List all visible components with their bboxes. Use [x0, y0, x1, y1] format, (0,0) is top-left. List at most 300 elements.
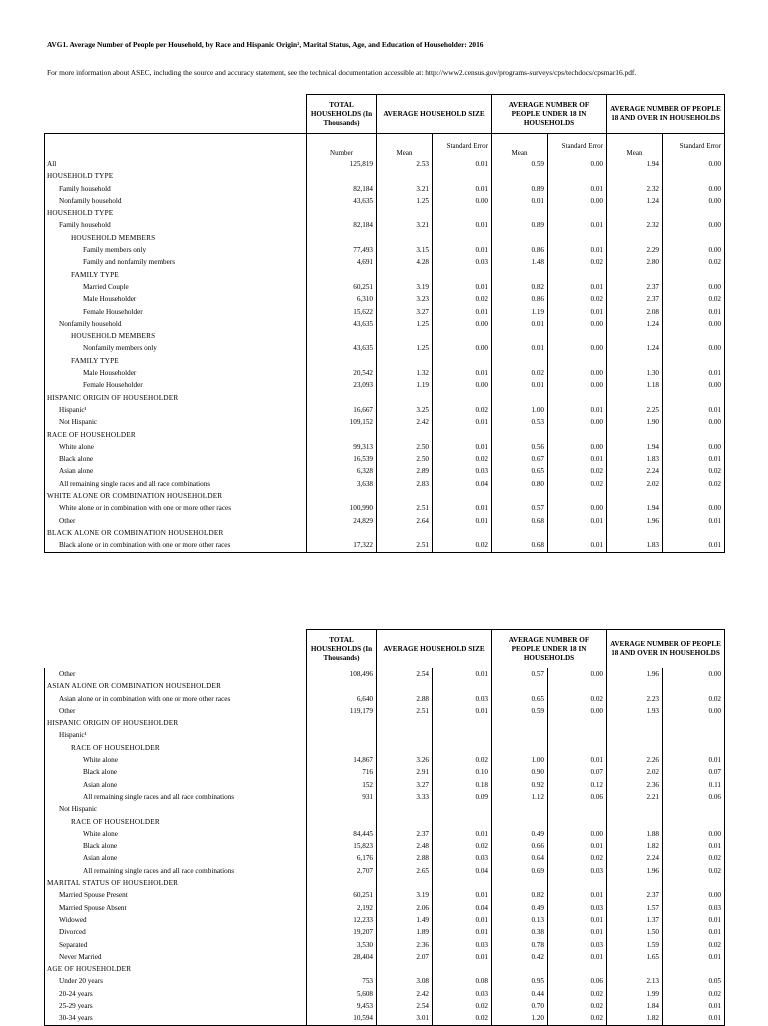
row-label: All — [45, 158, 307, 170]
se-cell: 0.01 — [663, 1000, 725, 1012]
mean-cell: 0.66 — [492, 840, 548, 852]
row-label: Divorced — [45, 926, 307, 938]
mean-cell — [377, 232, 433, 244]
section-row — [45, 232, 725, 244]
table-row — [45, 404, 725, 416]
mean-cell: 1.59 — [607, 939, 663, 951]
number-cell — [307, 355, 377, 367]
table-row — [45, 852, 725, 864]
mean-cell — [377, 527, 433, 539]
row-label: 25-29 years — [45, 1000, 307, 1012]
number-cell: 60,251 — [307, 281, 377, 293]
se-cell — [433, 717, 492, 729]
se-cell: 0.12 — [548, 779, 607, 791]
table-row — [45, 379, 725, 391]
table-row — [45, 539, 725, 552]
row-label: Not Hispanic — [45, 803, 307, 815]
row-label: White alone — [45, 441, 307, 453]
section-row — [45, 392, 725, 404]
se-cell — [548, 355, 607, 367]
mean-cell — [492, 963, 548, 975]
se-cell: 0.03 — [548, 902, 607, 914]
mean-cell — [492, 680, 548, 692]
se-cell: 0.01 — [433, 889, 492, 901]
se-cell — [663, 392, 725, 404]
section-row — [45, 490, 725, 502]
table-row — [45, 195, 725, 207]
section-row — [45, 877, 725, 889]
mean-cell: 1.89 — [377, 926, 433, 938]
table-row — [45, 975, 725, 987]
mean-cell: 0.53 — [492, 416, 548, 428]
mean-cell — [377, 490, 433, 502]
se-cell: 0.01 — [663, 914, 725, 926]
row-label: Nonfamily members only — [45, 342, 307, 354]
header-average-household-size: AVERAGE HOUSEHOLD SIZE — [377, 630, 492, 669]
number-cell — [307, 269, 377, 281]
mean-cell: 3.27 — [377, 306, 433, 318]
number-cell — [307, 803, 377, 815]
row-label: Nonfamily household — [45, 195, 307, 207]
se-cell: 0.02 — [433, 539, 492, 552]
mean-cell: 1.88 — [607, 828, 663, 840]
table-1-body — [45, 158, 725, 552]
mean-cell — [607, 729, 663, 741]
number-cell: 16,539 — [307, 453, 377, 465]
se-cell: 0.00 — [663, 318, 725, 330]
se-cell: 0.00 — [548, 318, 607, 330]
header-people-18-and-over: AVERAGE NUMBER OF PEOPLE 18 AND OVER IN HOUSEHOLDS — [607, 95, 725, 134]
number-cell: 6,328 — [307, 465, 377, 477]
row-label: Black alone — [45, 840, 307, 852]
se-cell: 0.01 — [548, 539, 607, 552]
mean-cell: 2.24 — [607, 465, 663, 477]
section-row — [45, 330, 725, 342]
row-label: Male Householder — [45, 293, 307, 305]
mean-cell — [607, 717, 663, 729]
se-cell: 0.01 — [433, 306, 492, 318]
row-label: Asian alone — [45, 465, 307, 477]
se-cell — [663, 170, 725, 182]
mean-cell — [492, 816, 548, 828]
se-cell: 0.02 — [663, 939, 725, 951]
mean-cell — [377, 429, 433, 441]
section-heading: HISPANIC ORIGIN OF HOUSEHOLDER — [45, 717, 307, 729]
number-cell: 20,542 — [307, 367, 377, 379]
table-row — [45, 939, 725, 951]
row-label: Family members only — [45, 244, 307, 256]
number-cell — [307, 527, 377, 539]
number-cell — [307, 429, 377, 441]
mean-cell: 2.51 — [377, 539, 433, 552]
row-label: Hispanic¹ — [45, 729, 307, 741]
mean-cell: 2.51 — [377, 502, 433, 514]
mean-cell — [607, 742, 663, 754]
mean-cell: 2.42 — [377, 988, 433, 1000]
number-cell: 119,179 — [307, 705, 377, 717]
row-label: Married Spouse Present — [45, 889, 307, 901]
se-cell: 0.00 — [433, 379, 492, 391]
se-cell: 0.00 — [663, 502, 725, 514]
se-cell: 0.01 — [433, 158, 492, 170]
mean-cell — [492, 170, 548, 182]
mean-cell: 2.42 — [377, 416, 433, 428]
mean-cell: 1.00 — [492, 404, 548, 416]
header-standard-error: Standard Error — [433, 134, 492, 159]
se-cell — [548, 170, 607, 182]
mean-cell — [607, 490, 663, 502]
se-cell: 0.11 — [663, 779, 725, 791]
number-cell — [307, 742, 377, 754]
mean-cell — [377, 680, 433, 692]
mean-cell — [607, 877, 663, 889]
section-row — [45, 207, 725, 219]
mean-cell: 1.30 — [607, 367, 663, 379]
mean-cell — [492, 429, 548, 441]
se-cell — [433, 680, 492, 692]
table-row — [45, 256, 725, 268]
mean-cell: 2.21 — [607, 791, 663, 803]
se-cell: 0.02 — [548, 693, 607, 705]
number-cell: 14,867 — [307, 754, 377, 766]
mean-cell: 1.94 — [607, 502, 663, 514]
number-cell: 6,310 — [307, 293, 377, 305]
mean-cell: 1.20 — [492, 1012, 548, 1025]
mean-cell: 1.90 — [607, 416, 663, 428]
section-row — [45, 429, 725, 441]
mean-cell: 0.89 — [492, 219, 548, 231]
row-label: Married Spouse Absent — [45, 902, 307, 914]
row-label: Hispanic¹ — [45, 404, 307, 416]
mean-cell: 3.19 — [377, 889, 433, 901]
row-label: All remaining single races and all race combinations — [45, 478, 307, 490]
table-row — [45, 889, 725, 901]
se-cell — [433, 490, 492, 502]
mean-cell: 3.21 — [377, 219, 433, 231]
se-cell — [433, 170, 492, 182]
number-cell: 82,184 — [307, 219, 377, 231]
mean-cell: 1.18 — [607, 379, 663, 391]
se-cell: 0.03 — [663, 902, 725, 914]
se-cell: 0.01 — [433, 244, 492, 256]
se-cell — [433, 803, 492, 815]
mean-cell: 2.54 — [377, 668, 433, 680]
se-cell: 0.04 — [433, 478, 492, 490]
table-row — [45, 729, 725, 741]
mean-cell: 2.13 — [607, 975, 663, 987]
number-cell: 60,251 — [307, 889, 377, 901]
number-cell — [307, 729, 377, 741]
row-label: White alone or in combination with one or more other races — [45, 502, 307, 514]
se-cell: 0.00 — [663, 705, 725, 717]
se-cell: 0.03 — [548, 865, 607, 877]
mean-cell — [607, 170, 663, 182]
number-cell: 16,667 — [307, 404, 377, 416]
se-cell: 0.02 — [663, 865, 725, 877]
se-cell: 0.02 — [663, 465, 725, 477]
mean-cell — [607, 816, 663, 828]
row-label: Widowed — [45, 914, 307, 926]
section-heading: WHITE ALONE OR COMBINATION HOUSEHOLDER — [45, 490, 307, 502]
mean-cell: 0.65 — [492, 693, 548, 705]
se-cell — [433, 742, 492, 754]
mean-cell: 0.70 — [492, 1000, 548, 1012]
mean-cell — [607, 963, 663, 975]
se-cell: 0.03 — [433, 256, 492, 268]
se-cell: 0.01 — [433, 705, 492, 717]
se-cell: 0.00 — [548, 367, 607, 379]
mean-cell: 1.99 — [607, 988, 663, 1000]
mean-cell: 2.29 — [607, 244, 663, 256]
number-cell — [307, 392, 377, 404]
se-cell: 0.07 — [663, 766, 725, 778]
header-people-18-and-over: AVERAGE NUMBER OF PEOPLE 18 AND OVER IN HOUSEHOLDS — [607, 630, 725, 669]
mean-cell: 1.82 — [607, 1012, 663, 1025]
se-cell: 0.01 — [548, 453, 607, 465]
se-cell: 0.02 — [433, 1012, 492, 1025]
row-label: Other — [45, 705, 307, 717]
mean-cell: 0.68 — [492, 539, 548, 552]
mean-cell: 2.48 — [377, 840, 433, 852]
table-row — [45, 219, 725, 231]
se-cell: 0.02 — [433, 293, 492, 305]
table-row — [45, 244, 725, 256]
se-cell — [548, 392, 607, 404]
row-label: Other — [45, 515, 307, 527]
se-cell: 0.02 — [663, 988, 725, 1000]
mean-cell: 1.82 — [607, 840, 663, 852]
mean-cell: 0.89 — [492, 183, 548, 195]
se-cell: 0.00 — [433, 195, 492, 207]
se-cell: 0.01 — [663, 453, 725, 465]
se-cell: 0.02 — [663, 256, 725, 268]
se-cell: 0.00 — [548, 158, 607, 170]
table-row — [45, 926, 725, 938]
se-cell: 0.02 — [548, 1000, 607, 1012]
se-cell — [433, 816, 492, 828]
se-cell: 0.01 — [663, 840, 725, 852]
mean-cell: 0.01 — [492, 195, 548, 207]
mean-cell — [377, 330, 433, 342]
se-cell — [548, 742, 607, 754]
se-cell: 0.02 — [548, 1012, 607, 1025]
se-cell: 0.01 — [663, 754, 725, 766]
se-cell: 0.00 — [548, 379, 607, 391]
mean-cell: 0.01 — [492, 342, 548, 354]
mean-cell: 2.53 — [377, 158, 433, 170]
se-cell: 0.01 — [433, 502, 492, 514]
number-cell — [307, 816, 377, 828]
number-cell: 82,184 — [307, 183, 377, 195]
mean-cell: 0.80 — [492, 478, 548, 490]
mean-cell — [607, 803, 663, 815]
se-cell — [433, 330, 492, 342]
number-cell — [307, 877, 377, 889]
number-cell: 10,594 — [307, 1012, 377, 1025]
mean-cell: 0.59 — [492, 705, 548, 717]
mean-cell: 0.92 — [492, 779, 548, 791]
table-row — [45, 951, 725, 963]
number-cell: 6,640 — [307, 693, 377, 705]
mean-cell — [607, 269, 663, 281]
header-standard-error: Standard Error — [663, 134, 725, 159]
mean-cell: 0.67 — [492, 453, 548, 465]
se-cell — [433, 429, 492, 441]
se-cell: 0.01 — [548, 914, 607, 926]
se-cell — [663, 963, 725, 975]
section-heading: RACE OF HOUSEHOLDER — [45, 816, 307, 828]
table-row — [45, 766, 725, 778]
se-cell: 0.08 — [433, 975, 492, 987]
mean-cell: 0.38 — [492, 926, 548, 938]
number-cell: 17,322 — [307, 539, 377, 552]
se-cell: 0.01 — [433, 828, 492, 840]
se-cell — [433, 232, 492, 244]
section-heading: HOUSEHOLD MEMBERS — [45, 330, 307, 342]
mean-cell: 1.32 — [377, 367, 433, 379]
se-cell: 0.02 — [433, 453, 492, 465]
mean-cell — [607, 429, 663, 441]
mean-cell: 2.88 — [377, 693, 433, 705]
header-description — [45, 134, 307, 159]
row-label: Other — [45, 668, 307, 680]
number-cell: 28,404 — [307, 951, 377, 963]
se-cell: 0.03 — [433, 939, 492, 951]
table-row — [45, 779, 725, 791]
mean-cell: 0.68 — [492, 515, 548, 527]
row-label: Asian alone — [45, 852, 307, 864]
header-blank — [45, 630, 307, 669]
row-label: Family household — [45, 219, 307, 231]
se-cell — [548, 816, 607, 828]
table-row — [45, 306, 725, 318]
section-row — [45, 355, 725, 367]
se-cell: 0.01 — [548, 404, 607, 416]
mean-cell: 2.54 — [377, 1000, 433, 1012]
mean-cell: 2.02 — [607, 766, 663, 778]
se-cell — [663, 355, 725, 367]
number-cell: 9,453 — [307, 1000, 377, 1012]
se-cell: 0.01 — [663, 926, 725, 938]
row-label: 30-34 years — [45, 1012, 307, 1025]
se-cell: 0.01 — [548, 840, 607, 852]
mean-cell: 1.96 — [607, 865, 663, 877]
mean-cell — [492, 742, 548, 754]
mean-cell — [492, 527, 548, 539]
mean-cell — [607, 232, 663, 244]
se-cell: 0.02 — [548, 852, 607, 864]
se-cell — [663, 803, 725, 815]
se-cell: 0.01 — [663, 539, 725, 552]
header-standard-error: Standard Error — [548, 134, 607, 159]
table-row — [45, 158, 725, 170]
se-cell: 0.01 — [548, 183, 607, 195]
se-cell: 0.03 — [433, 693, 492, 705]
se-cell — [663, 729, 725, 741]
header-people-under-18: AVERAGE NUMBER OF PEOPLE UNDER 18 IN HOUSEHOLDS — [492, 95, 607, 134]
se-cell — [433, 963, 492, 975]
number-cell: 100,990 — [307, 502, 377, 514]
row-label: Female Householder — [45, 379, 307, 391]
mean-cell: 2.50 — [377, 453, 433, 465]
table-row — [45, 828, 725, 840]
mean-cell: 2.91 — [377, 766, 433, 778]
mean-cell: 0.82 — [492, 281, 548, 293]
se-cell — [433, 269, 492, 281]
table-row — [45, 281, 725, 293]
mean-cell: 1.19 — [492, 306, 548, 318]
mean-cell: 0.56 — [492, 441, 548, 453]
mean-cell — [377, 816, 433, 828]
table-row — [45, 791, 725, 803]
mean-cell: 2.02 — [607, 478, 663, 490]
se-cell — [548, 803, 607, 815]
se-cell — [433, 527, 492, 539]
row-label: Black alone — [45, 766, 307, 778]
mean-cell: 0.95 — [492, 975, 548, 987]
section-heading: MARITAL STATUS OF HOUSEHOLDER — [45, 877, 307, 889]
se-cell: 0.02 — [433, 1000, 492, 1012]
table-row — [45, 754, 725, 766]
number-cell: 77,493 — [307, 244, 377, 256]
mean-cell: 1.25 — [377, 342, 433, 354]
mean-cell — [492, 877, 548, 889]
section-row — [45, 742, 725, 754]
se-cell: 0.00 — [663, 379, 725, 391]
section-heading: HOUSEHOLD TYPE — [45, 207, 307, 219]
mean-cell: 1.49 — [377, 914, 433, 926]
mean-cell: 0.86 — [492, 293, 548, 305]
se-cell: 0.01 — [433, 914, 492, 926]
se-cell — [433, 392, 492, 404]
number-cell — [307, 963, 377, 975]
row-label: Separated — [45, 939, 307, 951]
mean-cell: 3.08 — [377, 975, 433, 987]
row-label: Black alone or in combination with one or more other races — [45, 539, 307, 552]
number-cell: 19,207 — [307, 926, 377, 938]
se-cell: 0.02 — [433, 840, 492, 852]
table-2-body — [45, 668, 725, 1025]
table-row — [45, 293, 725, 305]
row-label: Nonfamily household — [45, 318, 307, 330]
se-cell: 0.04 — [433, 865, 492, 877]
header-blank — [45, 95, 307, 134]
se-cell: 0.02 — [548, 478, 607, 490]
row-label: Under 20 years — [45, 975, 307, 987]
mean-cell: 0.86 — [492, 244, 548, 256]
section-heading: BLACK ALONE OR COMBINATION HOUSEHOLDER — [45, 527, 307, 539]
se-cell: 0.00 — [663, 342, 725, 354]
table-row — [45, 502, 725, 514]
se-cell: 0.02 — [663, 693, 725, 705]
mean-cell: 2.32 — [607, 183, 663, 195]
mean-cell: 2.07 — [377, 951, 433, 963]
table-row — [45, 865, 725, 877]
mean-cell: 2.65 — [377, 865, 433, 877]
mean-cell — [377, 729, 433, 741]
se-cell — [433, 355, 492, 367]
section-heading: FAMILY TYPE — [45, 355, 307, 367]
mean-cell: 3.25 — [377, 404, 433, 416]
se-cell: 0.00 — [548, 828, 607, 840]
section-heading: HISPANIC ORIGIN OF HOUSEHOLDER — [45, 392, 307, 404]
data-table-1 — [44, 94, 725, 553]
mean-cell — [377, 207, 433, 219]
mean-cell — [492, 207, 548, 219]
se-cell — [548, 429, 607, 441]
se-cell: 0.10 — [433, 766, 492, 778]
number-cell: 84,445 — [307, 828, 377, 840]
